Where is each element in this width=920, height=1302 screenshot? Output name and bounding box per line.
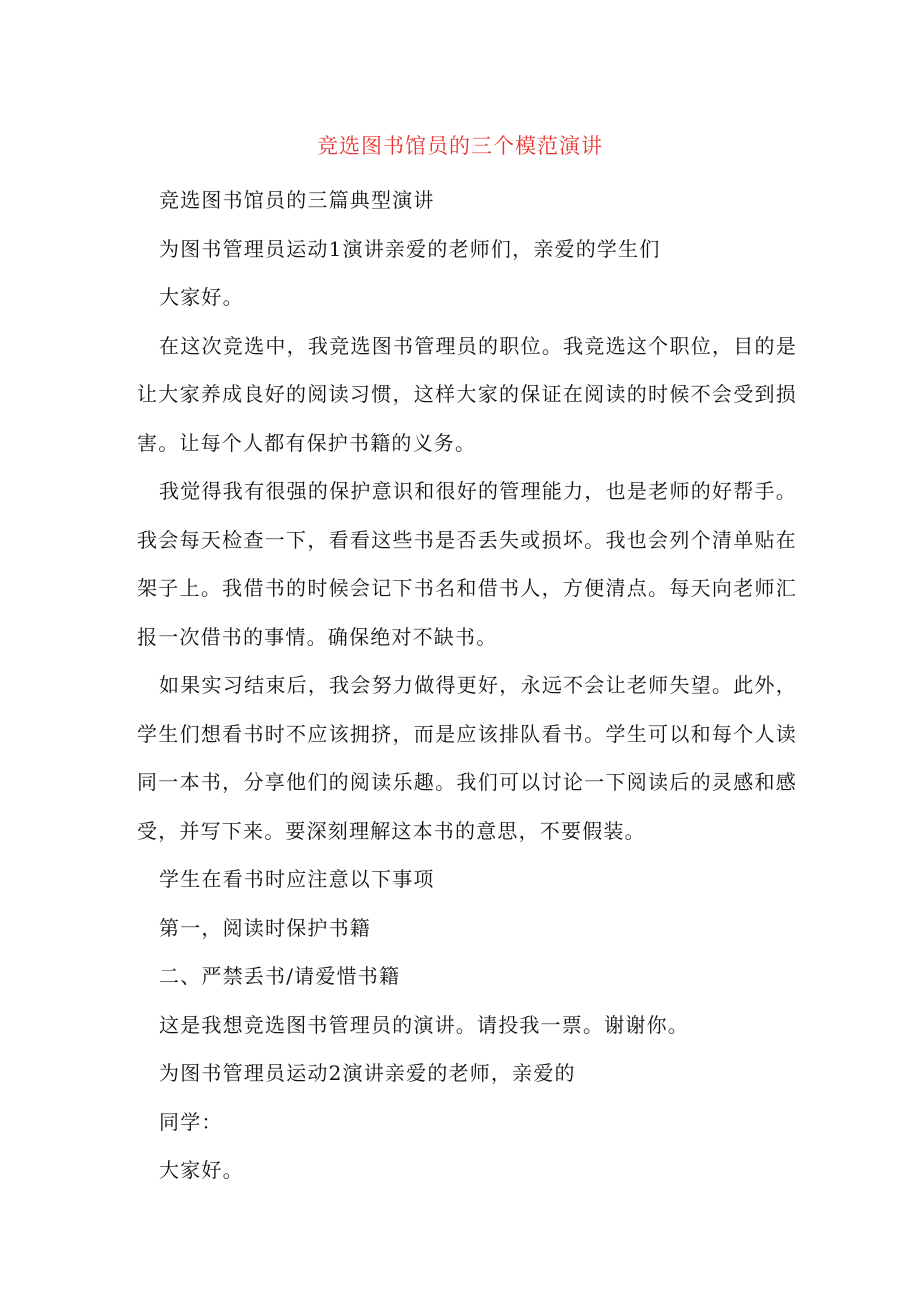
body-paragraph: 我觉得我有很强的保护意识和很好的管理能力，也是老师的好帮手。我会每天检查一下，看看这些书是否丢失或损坏。我也会列个清单贴在架子上。我借书的时候会记下书名和借书人，方便清点。每天向老师汇报一次借书的事情。确保绝对不缺书。 <box>137 479 797 649</box>
subtitle-paragraph: 竞选图书馆员的三篇典型演讲 <box>159 188 435 212</box>
document-title: 竞选图书馆员的三个模范演讲 <box>317 134 603 158</box>
document-body <box>137 176 797 1195</box>
speech-2-heading: 为图书管理员运动2演讲亲爱的老师，亲爱的 <box>159 1061 576 1085</box>
body-paragraph: 在这次竞选中，我竞选图书管理员的职位。我竞选这个职位，目的是让大家养成良好的阅读习惯，这样大家的保证在阅读的时候不会受到损害。让每个人都有保护书籍的义务。 <box>137 333 797 455</box>
list-item: 二、严禁丢书/请爱惜书籍 <box>159 964 401 988</box>
body-paragraph: 如果实习结束后，我会努力做得更好，永远不会让老师失望。此外，学生们想看书时不应该拥挤，而是应该排队看书。学生可以和每个人读同一本书，分享他们的阅读乐趣。我们可以讨论一下阅读后的灵感和感受，并写下来。要深刻理解这本书的意思，不要假装。 <box>137 673 797 843</box>
salutation-paragraph: 同学： <box>159 1109 223 1134</box>
list-item: 第一，阅读时保护书籍 <box>159 915 371 940</box>
greeting-paragraph: 大家好。 <box>159 1158 244 1182</box>
speech-1-heading: 为图书管理员运动1演讲亲爱的老师们，亲爱的学生们 <box>159 236 661 261</box>
list-intro-paragraph: 学生在看书时应注意以下事项 <box>159 867 435 891</box>
closing-paragraph: 这是我想竞选图书管理员的演讲。请投我一票。谢谢你。 <box>159 1012 689 1037</box>
greeting-paragraph: 大家好。 <box>159 285 244 309</box>
